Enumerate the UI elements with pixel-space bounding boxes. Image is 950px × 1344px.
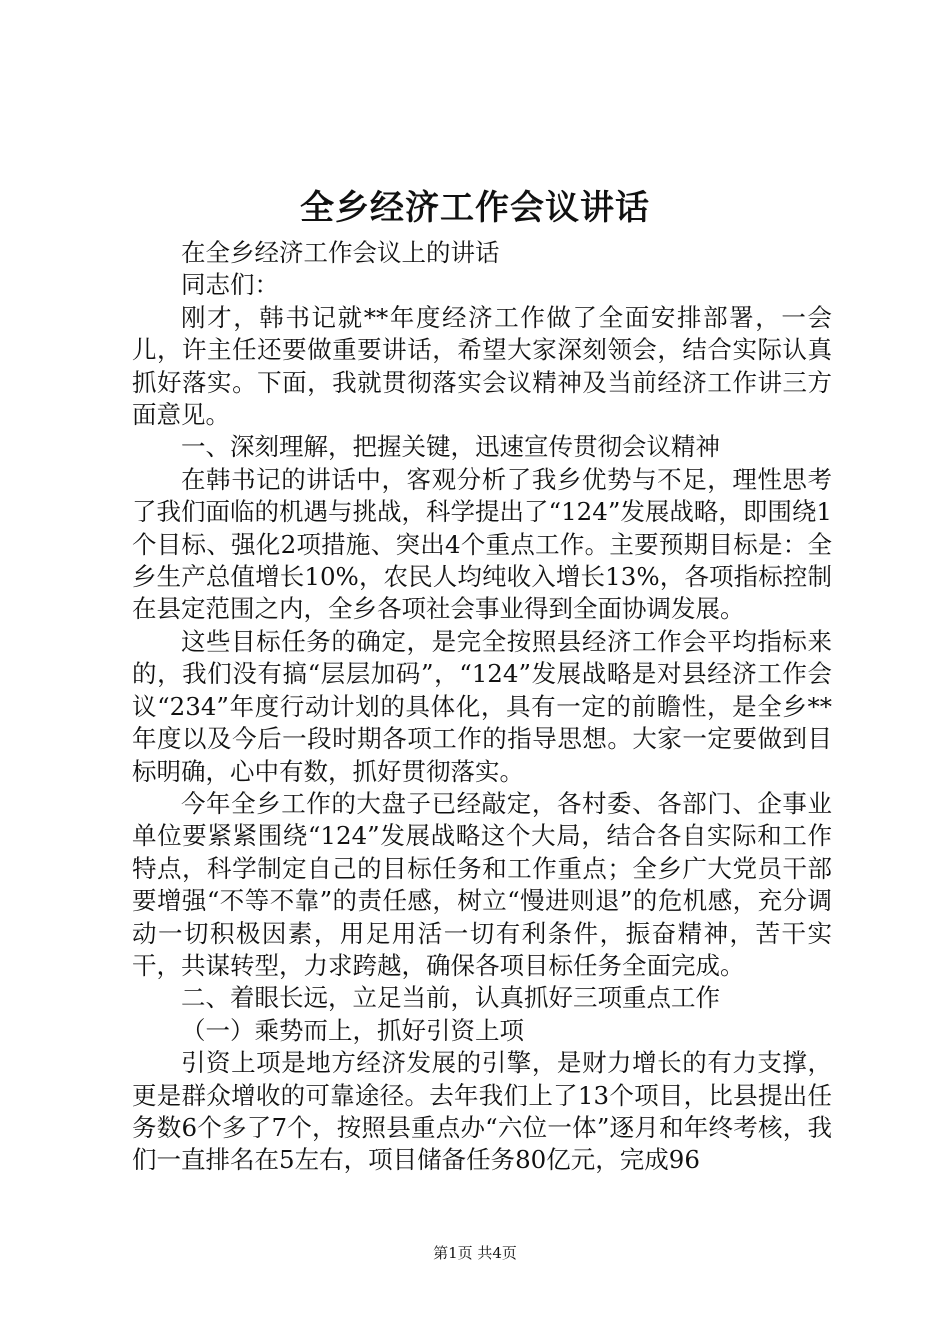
section-heading: 二、着眼长远，立足当前，认真抓好三项重点工作 — [181, 983, 720, 1013]
paragraph: 今年全乡工作的大盘子已经敲定，各村委、各部门、企事业单位要紧紧围绕“124”发展战略这个大局，结合各自实际和工作特点，科学制定自己的目标任务和工作重点；全乡广大党员干部要增强“不等不靠”的责任感，树立“慢进则退”的危机感，充分调动一切积极因素，用足用活一切有利条件，振奋精神，苦干实干，共谋转型，力求跨越，确保各项目标任务全面完成。 — [132, 788, 832, 980]
paragraph: 在韩书记的讲话中，客观分析了我乡优势与不足，理性思考了我们面临的机遇与挑战，科学提出了“124”发展战略，即围绕1个目标、强化2项措施、突出4个重点工作。主要预期目标是：全乡生产总值增长10%，农民人均纯收入增长13%，各项指标控制在县定范围之内，全乡各项社会事业得到全面协调发展。 — [132, 464, 832, 624]
paragraph: 这些目标任务的确定，是完全按照县经济工作会平均指标来的，我们没有搞“层层加码”，“124”发展战略是对县经济工作会议“234”年度行动计划的具体化，具有一定的前瞻性，是全乡**年度以及今后一段时期各项工作的指导思想。大家一定要做到目标明确，心中有数，抓好贯彻落实。 — [132, 626, 832, 786]
section-heading: 一、深刻理解，把握关键，迅速宣传贯彻会议精神 — [181, 432, 720, 462]
paragraph: 引资上项是地方经济发展的引擎，是财力增长的有力支撑，更是群众增收的可靠途径。去年我们上了13个项目，比县提出任务数6个多了7个，按照县重点办“六位一体”逐月和年终考核，我们一直排名在5左右，项目储备任务80亿元，完成96 — [132, 1048, 832, 1175]
document-body — [132, 237, 832, 1177]
subsection-heading: （一）乘势而上，抓好引资上项 — [181, 1015, 524, 1045]
page-footer: 第1页 共4页 — [433, 1244, 517, 1262]
salutation: 同志们： — [181, 270, 279, 300]
speech-heading: 在全乡经济工作会议上的讲话 — [181, 238, 500, 267]
document-title: 全乡经济工作会议讲话 — [300, 188, 650, 228]
paragraph: 刚才，韩书记就**年度经济工作做了全面安排部署，一会儿，许主任还要做重要讲话，希望大家深刻领会，结合实际认真抓好落实。下面，我就贯彻落实会议精神及当前经济工作讲三方面意见。 — [132, 302, 832, 430]
